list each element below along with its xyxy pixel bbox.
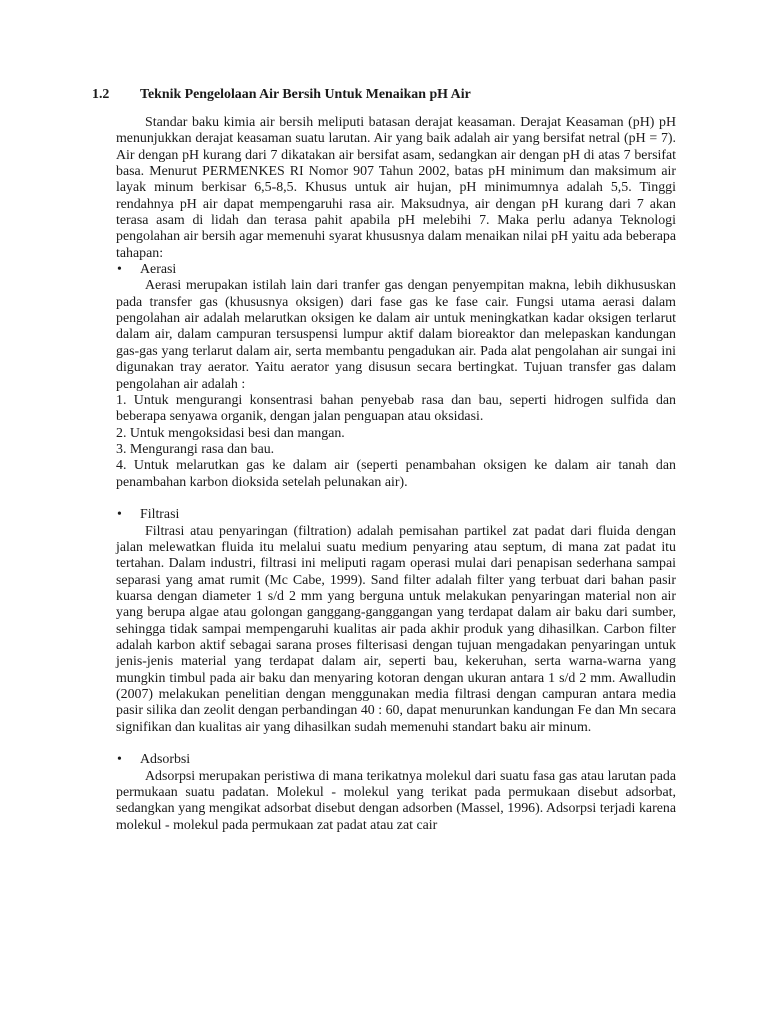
document-content: [92, 86, 676, 834]
bullet-adsorbsi: [116, 752, 676, 768]
paragraph-gap: [116, 491, 676, 507]
section-heading: [92, 86, 676, 104]
filtrasi-paragraph: Filtrasi atau penyaringan (filtration) adalah pemisahan partikel zat padat dari fluida dengan jalan melewatkan fluida itu melalui suatu medium penyaring atau septum, di mana zat padat itu tertahan. Dalam industri, filtrasi ini meliputi ragam operasi mulai dari penapisan sederhana sampai separasi yang amat rumit (Mc Cabe, 1999). Sand filter adalah filter yang terbuat dari bahan pasir kuarsa dengan diameter 1 s/d 2 mm yang berguna untuk melakukan penyaringan material non air yang berupa algae atau golongan ganggang-ganggangan yang terdapat dalam air baku dari sumber, sehingga tidak sampai mempengaruhi kualitas air pada akhir produk yang dihasilkan. Carbon filter adalah karbon aktif sebagai sarana proses filterisasi dengan tujuan mengadakan penyaringan untuk jenis-jenis material yang terdapat dalam air, seperti bau, kekeruhan, serta warna-warna yang mungkin timbul pada air baku dan menyaring kotoran dengan ukuran antara 1 s/d 2 mm. Awalludin (2007) melakukan penelitian dengan menggunakan media filtrasi dengan campuran antara media pasir silika dan zeolit dengan perbandingan 40 : 60, dapat menurunkan kandungan Fe dan Mn secara signifikan dan kualitas air yang dihasilkan sudah memenuhi standart baku air minum.: [116, 523, 676, 735]
bullet-icon: •: [117, 262, 122, 278]
aerasi-paragraph: Aerasi merupakan istilah lain dari tranfer gas dengan penyempitan makna, lebih dikhususkan pada transfer gas (khususnya oksigen) dari fase gas ke fase cair. Fungsi utama aerasi dalam pengolahan air adalah melarutkan oksigen ke dalam air untuk meningkatkan kadar oksigen terlarut dalam air, dalam campuran tersuspensi lumpur aktif dalam bioreaktor dan melepaskan kandungan gas-gas yang terlarut dalam air, serta membantu pengadukan air. Pada alat pengolahan air sungai ini digunakan tray aerator. Yaitu aerator yang disusun secara bertingkat. Tujuan transfer gas dalam pengolahan air adalah :: [116, 278, 676, 392]
bullet-icon: •: [117, 507, 122, 523]
bullet-aerasi: [116, 262, 676, 278]
bullet-label-adsorbsi: Adsorbsi: [140, 752, 191, 768]
aerasi-list-item-3: 3. Mengurangi rasa dan bau.: [116, 441, 275, 457]
bullet-icon: •: [117, 752, 122, 768]
aerasi-list-item-2: 2. Untuk mengoksidasi besi dan mangan.: [116, 425, 345, 441]
section-title: Teknik Pengelolaan Air Bersih Untuk Menaikan pH Air: [140, 87, 471, 102]
intro-paragraph: Standar baku kimia air bersih meliputi batasan derajat keasaman. Derajat Keasaman (pH) pH menunjukkan derajat keasaman suatu larutan. Air yang baik adalah air yang bersifat netral (pH = 7). Air dengan pH kurang dari 7 dikatakan air bersifat asam, sedangkan air dengan pH di atas 7 bersifat basa. Menurut PERMENKES RI Nomor 907 Tahun 2002, batas pH minimum dan maksimum air layak minum berkisar 6,5-8,5. Khusus untuk air hujan, pH minimumnya adalah 5,5. Tinggi rendahnya pH air dapat mempengaruhi rasa air. Maksudnya, air dengan pH kurang dari 7 akan terasa asam di lidah dan terasa pahit apabila pH melebihi 7. Maka perlu adanya Teknologi pengolahan air bersih agar memenuhi syarat khususnya dalam menaikan nilai pH yaitu ada beberapa tahapan:: [116, 115, 676, 261]
aerasi-list-item-1: 1. Untuk mengurangi konsentrasi bahan penyebab rasa dan bau, seperti hidrogen sulfida dan beberapa senyawa organik, dengan jalan penguapan atau oksidasi.: [116, 392, 676, 425]
section-number: 1.2: [92, 87, 110, 102]
bullet-label-filtrasi: Filtrasi: [140, 507, 180, 523]
bullet-filtrasi: [116, 507, 676, 523]
paragraph-gap: [116, 736, 676, 752]
adsorbsi-paragraph: Adsorpsi merupakan peristiwa di mana terikatnya molekul dari suatu fasa gas atau larutan pada permukaan suatu padatan. Molekul - molekul yang terikat pada permukaan disebut adsorbat, sedangkan yang mengikat adsorbat disebut dengan adsorben (Massel, 1996). Adsorpsi terjadi karena molekul - molekul pada permukaan zat padat atau zat cair: [116, 768, 676, 833]
bullet-label-aerasi: Aerasi: [140, 262, 177, 278]
aerasi-list-item-4: 4. Untuk melarutkan gas ke dalam air (seperti penambahan oksigen ke dalam air tanah dan penambahan karbon dioksida setelah pelunakan air).: [116, 458, 676, 490]
